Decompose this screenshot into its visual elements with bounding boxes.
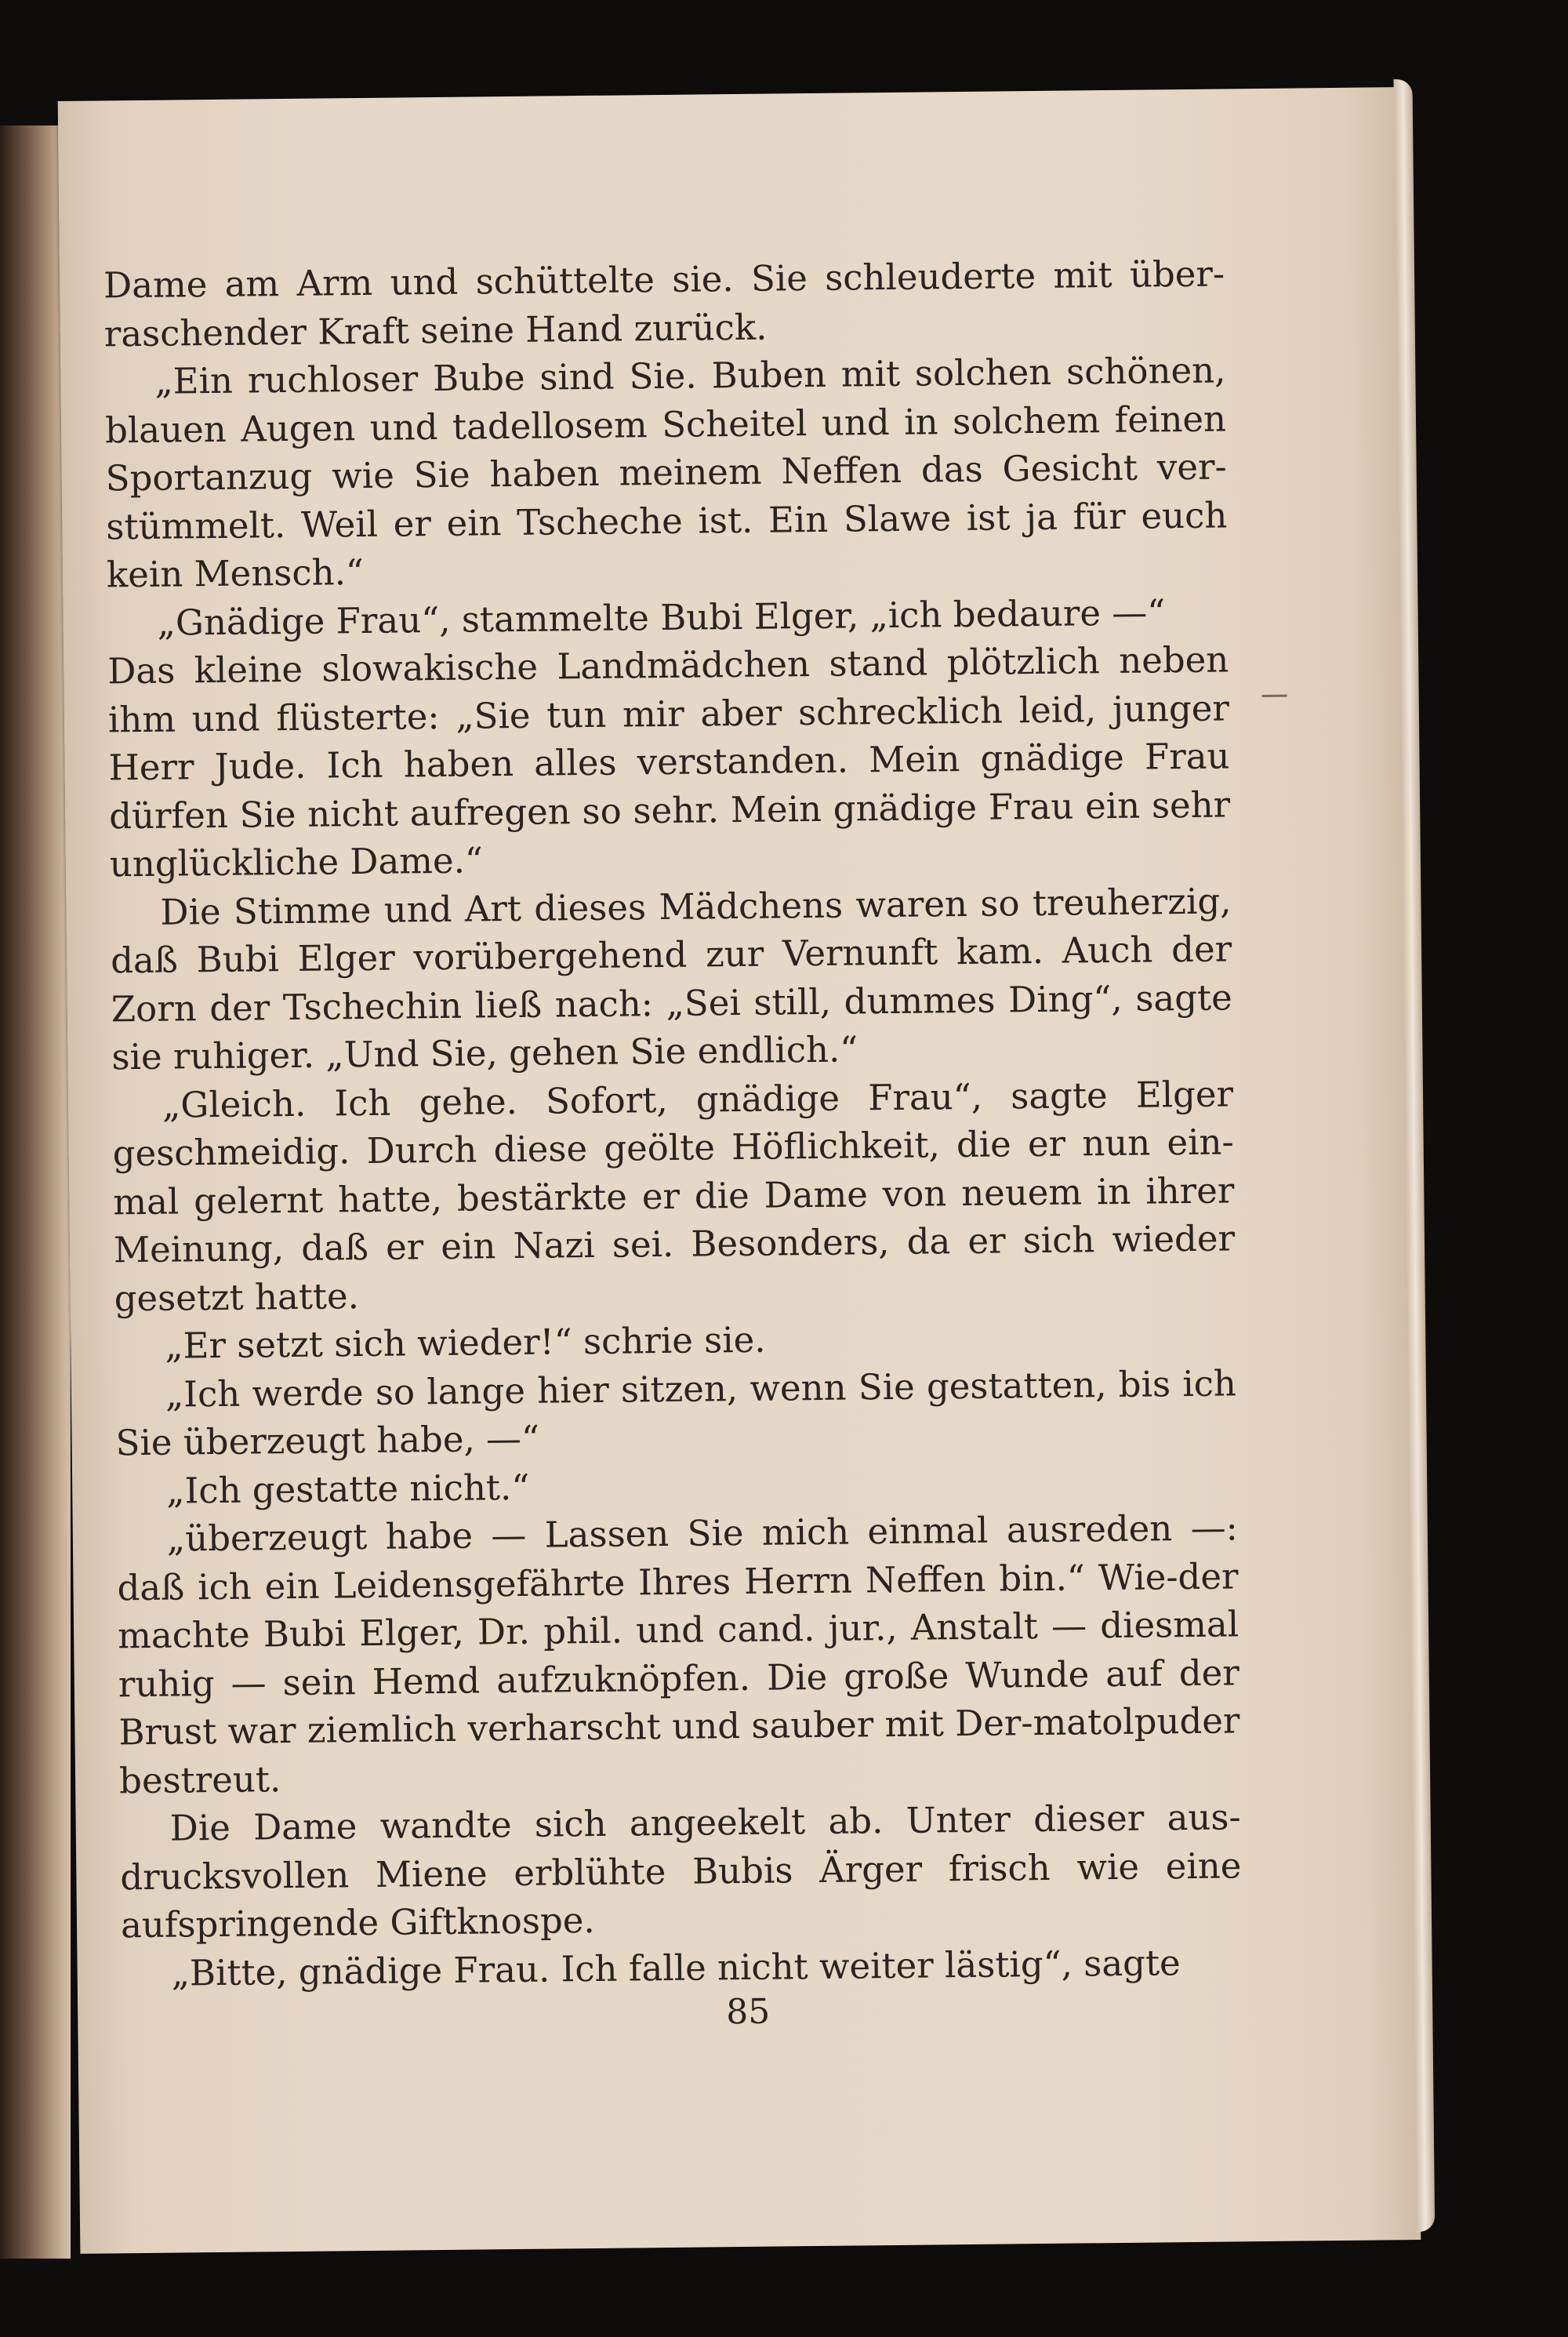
- paragraph: „Ich gestatte nicht.“: [165, 1466, 530, 1512]
- page-text: [103, 249, 1243, 1997]
- paragraph: „Gleich. Ich gehe. Sofort, gnädige Frau“, sagte Elger geschmeidig. Durch diese geölte Höflichkeit, die er nun ein-mal gelernt hatte, bestärkte er die Dame von neuem in ihrer Meinung, daß er ein Nazi sei. Besonders, da er sich wieder gesetzt hatte.: [112, 1072, 1236, 1319]
- paragraph: „Gnädige Frau“, stammelte Bubi Elger, „ich bedaure —“: [157, 591, 1166, 644]
- paragraph: „Ein ruchloser Bube sind Sie. Buben mit solchen schönen, blauen Augen und tadellosem Scheitel und in solchem feinen Sportanzug wie Sie haben meinem Neffen das Gesicht ver-stümmelt. Weil er ein Tscheche ist. Ein Slawe ist ja für euch kein Mensch.“: [104, 349, 1228, 596]
- paragraph: Das kleine slowakische Landmädchen stand plötzlich neben ihm und flüsterte: „Sie tun mir aber schrecklich leid, junger Herr Jude. Ich haben alles verstanden. Mein gnädige Frau dürfen Sie nicht aufregen so sehr. Mein gnädige Frau ein sehr unglückliche Dame.“: [107, 638, 1231, 885]
- margin-mark: [1262, 695, 1287, 697]
- paragraph: Die Dame wandte sich angeekelt ab. Unter dieser aus-drucksvollen Miene erblühte Bubis Ärger frisch wie eine aufspringende Giftknospe.: [120, 1796, 1242, 1946]
- paragraph: „überzeugt habe — Lassen Sie mich einmal ausreden —: daß ich ein Leidensgefährte Ihres Herrn Neffen bin.“ Wie-der machte Bubi Elger, Dr. phil. und cand. jur., Anstalt — diesmal ruhig — sein Hemd aufzuknöpfen. Die große Wunde auf der Brust war ziemlich verharscht und sauber mit Der-matolpuder bestreut.: [117, 1507, 1240, 1801]
- page-stack-edge: [1393, 79, 1435, 2232]
- paragraph: „Ich werde so lange hier sitzen, wenn Sie gestatten, bis ich Sie überzeugt habe, —“: [115, 1361, 1237, 1464]
- book-page: [58, 87, 1421, 2254]
- paragraph: Die Stimme und Art dieses Mädchens waren so treuherzig, daß Bubi Elger vorübergehend zur Vernunft kam. Auch der Zorn der Tschechin ließ nach: „Sei still, dummes Ding“, sagte sie ruhiger. „Und Sie, gehen Sie endlich.“: [110, 879, 1232, 1078]
- paragraph: „Bitte, gnädige Frau. Ich falle nicht weiter lästig“, sagte: [171, 1941, 1181, 1994]
- page-number: 85: [725, 1991, 771, 2033]
- paragraph: „Er setzt sich wieder!“ schrie sie.: [165, 1318, 766, 1367]
- paragraph: Dame am Arm und schüttelte sie. Sie schleuderte mit über-raschender Kraft seine Hand zurück.: [103, 253, 1225, 354]
- previous-page-edge: [0, 125, 71, 2259]
